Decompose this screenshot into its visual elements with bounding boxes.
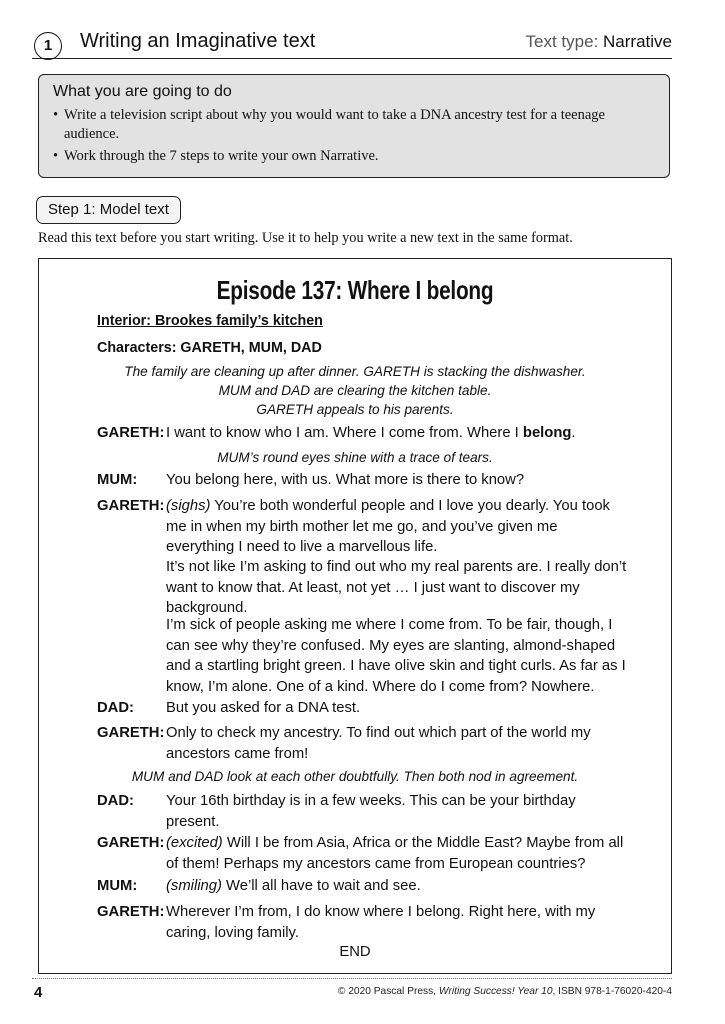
speaker-name: GARETH: <box>97 904 165 920</box>
step-label: Step 1: Model text <box>36 196 181 224</box>
speaker-label <box>97 902 164 923</box>
step-instruction: Read this text before you start writing. Use it to help you write a new text in the same format. <box>38 230 573 246</box>
page-header <box>32 26 672 59</box>
speaker-name: GARETH: <box>97 835 165 851</box>
emphasis-word: belong <box>522 425 572 441</box>
scene-setting: Interior: Brookes family’s kitchen <box>97 313 323 329</box>
stage-direction-line: GARETH appeals to his parents. <box>256 402 454 417</box>
stage-direction <box>39 362 671 419</box>
dialogue: Only to check my ancestry. To find out which part of the world my ancestors came from! <box>166 725 591 762</box>
unit-number-badge: 1 <box>34 32 62 60</box>
speaker-name: GARETH: <box>97 725 165 741</box>
stage-direction-line: The family are cleaning up after dinner. GARETH is stacking the dishwasher. <box>124 364 586 379</box>
speaker-name: GARETH: <box>97 425 165 441</box>
speaker-label <box>97 470 137 491</box>
text-type-label: Text type: <box>525 32 599 51</box>
task-bullet: • Work through the 7 steps to write your own Narrative. <box>53 147 655 166</box>
page-number: 4 <box>34 984 43 1001</box>
parenthetical: (smiling) <box>166 878 222 894</box>
dialogue: I’m sick of people asking me where I come from. To be fair, though, I can see why they’re confused. My eyes are slanting, almond-shaped and a startling bright green. I have olive skin and tight curls. As far as I know, I’m alone. One of a kind. Where do I come from? Nowhere. <box>166 617 626 695</box>
model-text-box <box>38 258 672 974</box>
stage-direction: MUM and DAD look at each other doubtfully. Then both nod in agreement. <box>131 769 579 784</box>
dialogue-text: I want to know who I am. Where I come from. Where I <box>166 425 519 441</box>
dialogue-text: You’re both wonderful people and I love you dearly. You took me in when my birth mother let me go, and you’ve given me everything I need to live a marvellous life. <box>166 498 610 555</box>
dialogue-text: Will I be from Asia, Africa or the Middle East? Maybe from all of them! Perhaps my ancestors came from European countries? <box>166 835 624 872</box>
footer-divider <box>32 978 672 979</box>
copyright-notice <box>338 986 672 997</box>
characters-line: Characters: GARETH, MUM, DAD <box>97 340 322 356</box>
parenthetical: (sighs) <box>166 498 211 514</box>
task-bullet: • Write a television script about why you would want to take a DNA ancestry test for a teenage audience. <box>53 106 655 144</box>
speaker-name: DAD: <box>97 700 134 716</box>
task-box <box>38 74 670 178</box>
stage-direction: MUM’s round eyes shine with a trace of tears. <box>217 450 493 465</box>
task-list <box>53 106 655 166</box>
parenthetical: (excited) <box>166 835 223 851</box>
speaker-label <box>97 723 164 744</box>
episode-title: Episode 137: Where I belong <box>216 275 494 305</box>
speaker-label <box>97 791 134 812</box>
stage-direction-line: MUM and DAD are clearing the kitchen table. <box>218 383 492 398</box>
dialogue-text: We’ll all have to wait and see. <box>226 878 421 894</box>
text-type-value: Narrative <box>603 32 672 51</box>
speaker-label <box>97 876 137 897</box>
dialogue: You belong here, with us. What more is there to know? <box>166 472 525 488</box>
speaker-label <box>97 496 164 517</box>
dialogue <box>166 496 628 558</box>
script-end: END <box>339 944 371 960</box>
dialogue: Wherever I’m from, I do know where I belong. Right here, with my caring, loving family. <box>166 904 596 941</box>
speaker-label <box>97 423 164 444</box>
speaker-name: MUM: <box>97 878 138 894</box>
speaker-name: MUM: <box>97 472 138 488</box>
speaker-label <box>97 698 134 719</box>
speaker-name: GARETH: <box>97 498 165 514</box>
dialogue-punctuation: . <box>571 425 576 441</box>
unit-title: Writing an Imaginative text <box>80 30 316 52</box>
dialogue: Your 16th birthday is in a few weeks. This can be your birthday present. <box>166 793 576 830</box>
dialogue: It’s not like I’m asking to find out who my real parents are. I really don’t want to know that. At least, not yet … I just want to discover my background. <box>166 559 627 616</box>
speaker-name: DAD: <box>97 793 134 809</box>
speaker-label <box>97 833 164 854</box>
dialogue <box>166 423 628 444</box>
text-type <box>526 32 672 52</box>
dialogue: But you asked for a DNA test. <box>166 700 361 716</box>
dialogue <box>166 833 628 874</box>
dialogue <box>166 876 628 897</box>
book-title: Writing Success! Year 10 <box>438 986 553 997</box>
isbn: , ISBN 978-1-76020-420-4 <box>552 986 672 997</box>
copyright-prefix: © 2020 Pascal Press, <box>337 986 437 997</box>
task-heading: What you are going to do <box>53 83 232 100</box>
